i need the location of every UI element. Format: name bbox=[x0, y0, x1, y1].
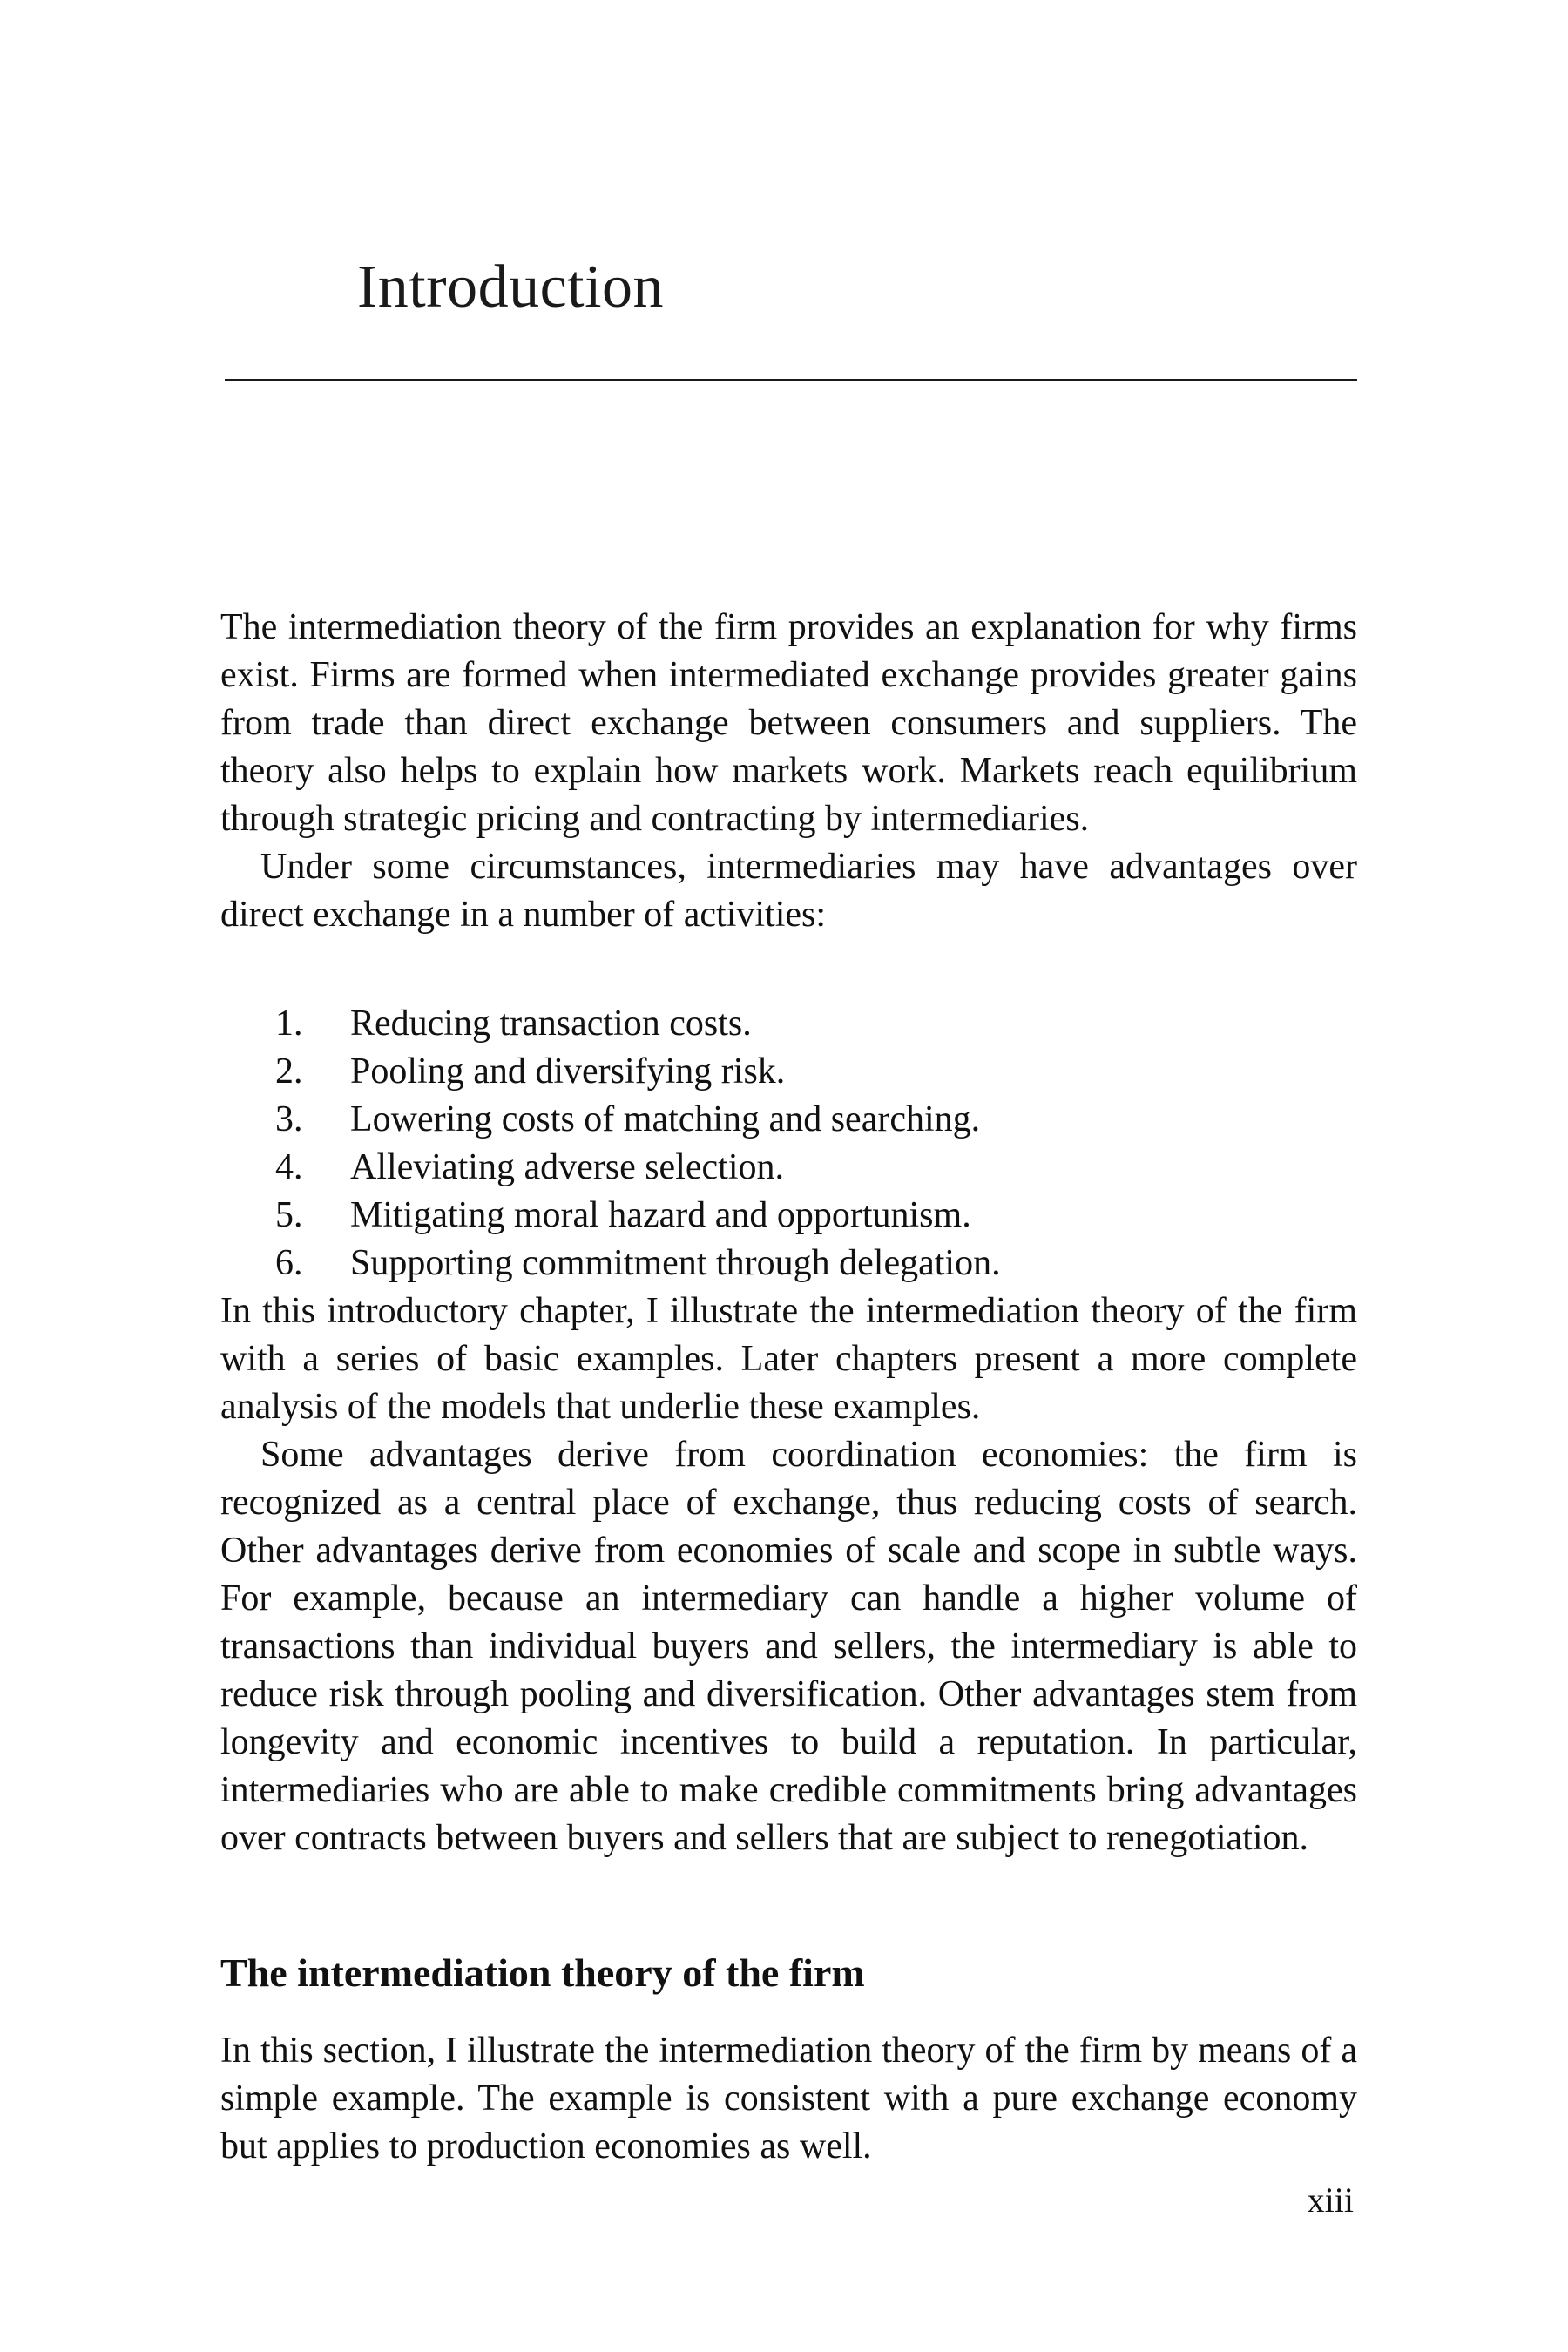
list-item bbox=[261, 1192, 1001, 1240]
body-paragraph-4: Some advantages derive from coordination economies: the firm is recognized as a central place of exchange, thus reducing costs of search. Other advantages derive from economies of scale and scope in subtle ways. For example, because an intermediary can handle a higher volume of transactions than individual buyers and sellers, the intermediary is able to reduce risk through pooling and diversification. Other advantages stem from longevity and economic incentives to build a reputation. In particular, intermediaries who are able to make credible commitments bring advantages over contracts between buyers and sellers that are subject to renegotiation. bbox=[220, 1435, 1357, 1858]
list-item-number: 1. bbox=[275, 1004, 303, 1044]
page-number: xiii bbox=[1307, 2180, 1354, 2220]
intro-text-block bbox=[220, 604, 1357, 939]
intro-paragraph-2: Under some circumstances, intermediaries may have advantages over direct exchange in a number of activities: bbox=[220, 847, 1357, 935]
list-item-number: 4. bbox=[275, 1147, 303, 1187]
list-item-number: 3. bbox=[275, 1099, 303, 1139]
list-item-text: Alleviating adverse selection. bbox=[350, 1147, 784, 1187]
list-item-number: 6. bbox=[275, 1243, 303, 1283]
list-item bbox=[261, 1240, 1001, 1288]
list-item bbox=[261, 1096, 1001, 1144]
chapter-title: Introduction bbox=[357, 253, 665, 321]
section-paragraph: In this section, I illustrate the intermediation theory of the firm by means of a simple example. The example is consistent with a pure exchange economy but applies to production economies as well. bbox=[220, 2031, 1357, 2166]
list-item-text: Mitigating moral hazard and opportunism. bbox=[350, 1195, 971, 1235]
list-item-text: Pooling and diversifying risk. bbox=[350, 1051, 786, 1092]
section-heading: The intermediation theory of the firm bbox=[220, 1950, 865, 1995]
list-item-text: Reducing transaction costs. bbox=[350, 1004, 752, 1044]
intro-paragraph-1: The intermediation theory of the firm provides an explanation for why firms exist. Firms are formed when intermediated exchange provides greater gains from trade than direct exchange between consumers and suppliers. The theory also helps to explain how markets work. Markets reach equilibrium through strategic pricing and contracting by intermediaries. bbox=[220, 607, 1357, 839]
list-item bbox=[261, 1000, 1001, 1048]
body-paragraph-3: In this introductory chapter, I illustrate the intermediation theory of the firm with a series of basic examples. Later chapters present a more complete analysis of the models that underlie these examples. bbox=[220, 1291, 1357, 1427]
list-item-text: Supporting commitment through delegation. bbox=[350, 1243, 1001, 1283]
list-item bbox=[261, 1048, 1001, 1096]
section-text-block bbox=[220, 2027, 1357, 2171]
body-text-block bbox=[220, 1288, 1357, 1862]
list-item-number: 2. bbox=[275, 1051, 303, 1092]
list-item bbox=[261, 1144, 1001, 1192]
list-item-number: 5. bbox=[275, 1195, 303, 1235]
chapter-title-rule bbox=[225, 379, 1357, 381]
activities-list bbox=[261, 1000, 1001, 1288]
list-item-text: Lowering costs of matching and searching. bbox=[350, 1099, 981, 1139]
